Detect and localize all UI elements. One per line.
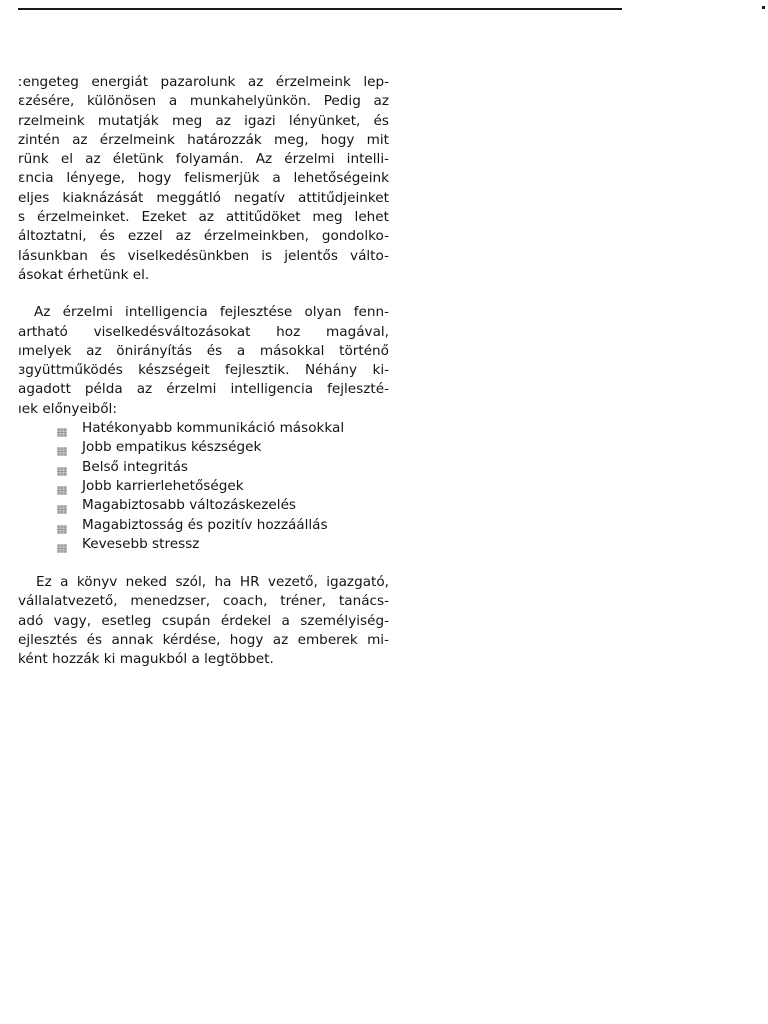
list-item (0, 516, 389, 535)
paragraph-intro (0, 73, 389, 285)
text-line: ɛncia lényege, hogy felismerjük a lehetőségeink (18, 170, 389, 187)
text-line: rzelmeink mutatják meg az igazi lényünket, és (18, 112, 389, 129)
text-column (0, 73, 389, 670)
text-line: ɛzésére, különösen a munkahelyünkön. Pedig az (18, 93, 389, 110)
textured-square-bullet-icon (57, 424, 67, 433)
text-line: ként hozzák ki magukból a legtöbbet. (18, 651, 274, 668)
text-line: ımelyek az önirányítás és a másokkal történő (18, 342, 389, 359)
list-item-label: Kevesebb stressz (82, 535, 200, 552)
list-item (0, 458, 389, 477)
scan-mark (762, 6, 765, 9)
text-line: ejlesztés és annak kérdése, hogy az emberek mi- (18, 632, 389, 649)
text-line: eljes kiaknázását meggátló negatív attitűdjeinket (18, 189, 389, 206)
list-item-label: Jobb empatikus készségek (82, 439, 262, 456)
list-item (0, 496, 389, 515)
paragraph-audience (0, 573, 389, 669)
text-line: lásunkban és viselkedésünkben is jelentős válto- (18, 247, 389, 264)
list-item-label: Hatékonyabb kommunikáció másokkal (82, 420, 345, 437)
list-item (0, 535, 389, 554)
text-line: ásokat érhetünk el. (18, 266, 150, 283)
text-line: adó vagy, esetleg csupán érdekel a személyiség- (18, 612, 389, 629)
list-item (0, 438, 389, 457)
text-line: Ez a könyv neked szól, ha HR vezető, igazgató, (36, 574, 389, 591)
text-line: vállalatvezető, menedzser, coach, tréner, tanács- (18, 593, 389, 610)
text-line: agadott példa az érzelmi intelligencia fejleszté- (18, 381, 389, 398)
text-line: artható viselkedésváltozásokat hoz magával, (18, 323, 389, 340)
text-line: s érzelmeinket. Ezeket az attitűdöket meg lehet (18, 209, 389, 226)
text-line: áltoztatni, és ezzel az érzelmeinkben, gondolko- (18, 228, 389, 245)
header-rule (18, 8, 622, 10)
textured-square-bullet-icon (57, 443, 67, 452)
list-item (0, 419, 389, 438)
list-item-label: Magabiztosság és pozitív hozzáállás (82, 516, 328, 533)
text-line: Az érzelmi intelligencia fejlesztése olyan fenn- (34, 304, 389, 321)
textured-square-bullet-icon (57, 482, 67, 491)
paragraph-benefits-intro (0, 303, 389, 419)
list-item-label: Jobb karrierlehetőségek (82, 477, 244, 494)
text-line: zintén az érzelmeink határozzák meg, hogy mit (18, 131, 389, 148)
text-line: ıek előnyeiből: (18, 400, 117, 417)
list-item (0, 477, 389, 496)
textured-square-bullet-icon (57, 540, 67, 549)
benefits-list (0, 419, 389, 554)
text-line: ɜgyüttműködés készségeit fejlesztik. Néhány ki- (18, 362, 389, 379)
text-line: ːengeteg energiát pazarolunk az érzelmeink lep- (18, 74, 389, 90)
text-line: rünk el az életünk folyamán. Az érzelmi intelli- (18, 151, 389, 168)
textured-square-bullet-icon (57, 521, 67, 530)
textured-square-bullet-icon (57, 463, 67, 472)
list-item-label: Belső integritás (82, 458, 189, 475)
textured-square-bullet-icon (57, 501, 67, 510)
list-item-label: Magabiztosabb változáskezelés (82, 497, 297, 514)
